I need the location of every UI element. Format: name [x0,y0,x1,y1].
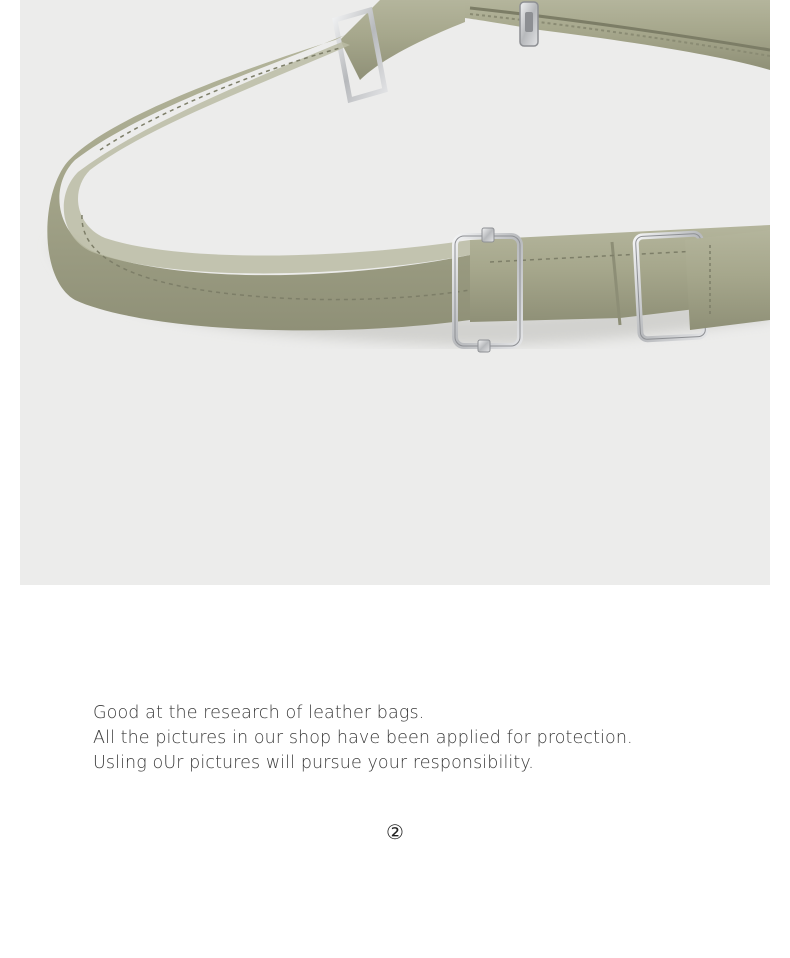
bag-body [465,0,770,70]
page-number-marker: ② [386,820,404,844]
caption-line: Good at the research of leather bags. [93,703,425,723]
strap-illustration [20,0,770,585]
caption-line: Usling oUr pictures will pursue your responsibility. [93,753,534,773]
product-photo [20,0,770,585]
caption-block [93,701,753,776]
caption-line: All the pictures in our shop have been applied for protection. [93,728,633,748]
